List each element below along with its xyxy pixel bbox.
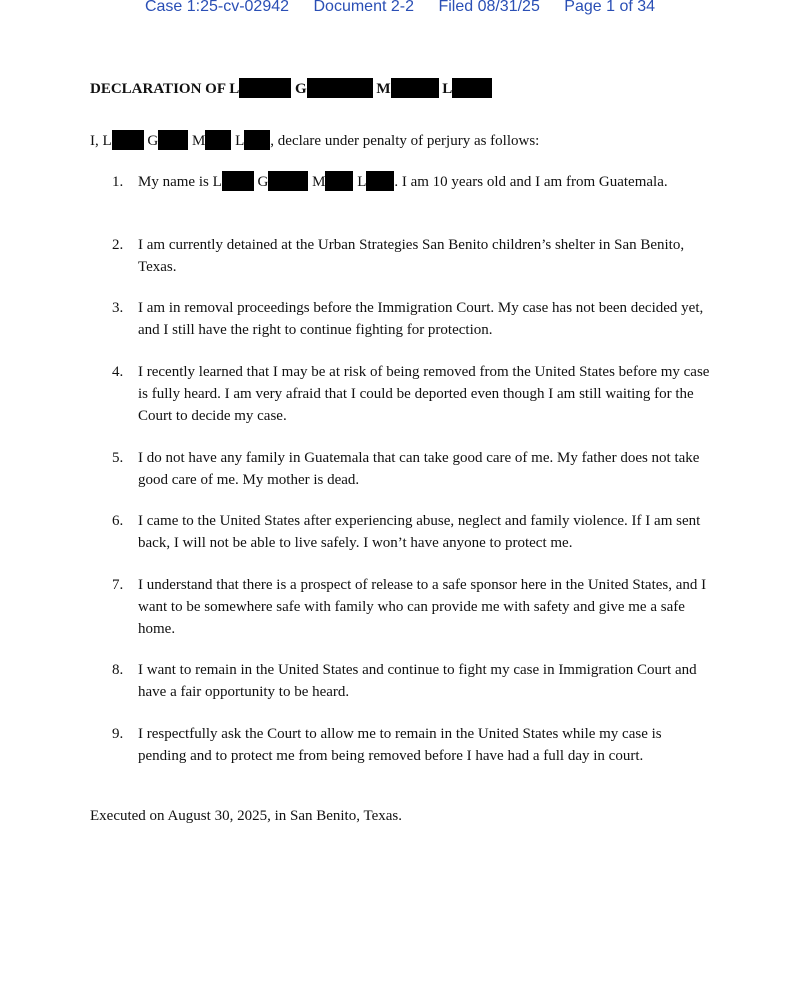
paragraph-text: I want to remain in the United States and continue to fight my case in Immigration Court and have a fair opportunity to be heard. bbox=[138, 662, 697, 700]
numbered-paragraph bbox=[112, 361, 712, 427]
paragraph-number: 3. bbox=[112, 300, 124, 316]
page-number: Page 1 of 34 bbox=[564, 0, 656, 15]
redaction-box bbox=[307, 78, 373, 98]
name-initial: L bbox=[229, 81, 240, 97]
redaction-box bbox=[205, 130, 231, 150]
redaction-box bbox=[222, 171, 254, 191]
redaction-box bbox=[452, 78, 492, 98]
paragraph-text: I am in removal proceedings before the Immigration Court. My case has not been decided yet, and I still have the right to continue fighting for protection. bbox=[138, 300, 704, 338]
paragraph-text: I respectfully ask the Court to allow me to remain in the United States while my case is pending and to protect me from being removed before I have had a full day in court. bbox=[138, 726, 662, 764]
redaction-box bbox=[391, 78, 439, 98]
paragraph-number: 6. bbox=[112, 513, 124, 529]
name-initial: L bbox=[357, 174, 367, 190]
paragraph-number: 9. bbox=[112, 726, 124, 742]
name-initial: M bbox=[376, 81, 391, 97]
name-initial: L bbox=[212, 174, 222, 190]
numbered-paragraph bbox=[112, 171, 712, 193]
name-initial: L bbox=[442, 81, 453, 97]
name-initial: M bbox=[192, 133, 206, 149]
case-header bbox=[0, 0, 800, 16]
paragraph-number: 8. bbox=[112, 662, 124, 678]
declaration-title bbox=[90, 78, 492, 98]
numbered-paragraph bbox=[112, 447, 712, 491]
paragraph-text: I am currently detained at the Urban Strategies San Benito children’s shelter in San Benito, Texas. bbox=[138, 237, 685, 275]
item1-prefix: My name is bbox=[138, 174, 209, 190]
numbered-paragraph bbox=[112, 234, 712, 278]
paragraph-text: I came to the United States after experiencing abuse, neglect and family violence. If I am sent back, I will not be able to live safely. I won’t have anyone to protect me. bbox=[138, 513, 701, 551]
intro-suffix: , declare under penalty of perjury as follows: bbox=[270, 133, 540, 149]
paragraph-text: I do not have any family in Guatemala that can take good care of me. My father does not take good care of me. My mother is dead. bbox=[138, 450, 700, 488]
name-initial: L bbox=[102, 133, 112, 149]
document-number: Document 2-2 bbox=[313, 0, 414, 15]
numbered-paragraph bbox=[112, 297, 712, 341]
case-number: Case 1:25-cv-02942 bbox=[144, 0, 290, 15]
redaction-box bbox=[112, 130, 144, 150]
name-initial: G bbox=[147, 133, 159, 149]
numbered-paragraph bbox=[112, 510, 712, 554]
redaction-box bbox=[158, 130, 188, 150]
redaction-box bbox=[325, 171, 353, 191]
paragraph-text: I recently learned that I may be at risk of being removed from the United States before my case is fully heard. I am very afraid that I could be deported even though I am still waiting for the Court to decide my case. bbox=[138, 364, 710, 424]
name-initial: G bbox=[294, 81, 307, 97]
numbered-paragraph bbox=[112, 723, 712, 767]
paragraph-text bbox=[138, 171, 712, 193]
redaction-box bbox=[244, 130, 270, 150]
paragraph-number: 2. bbox=[112, 237, 124, 253]
paragraph-number: 7. bbox=[112, 577, 124, 593]
name-initial: G bbox=[257, 174, 269, 190]
redaction-box bbox=[268, 171, 308, 191]
redaction-box bbox=[239, 78, 291, 98]
declaration-intro bbox=[90, 130, 539, 150]
redaction-box bbox=[366, 171, 394, 191]
item1-suffix: . I am 10 years old and I am from Guatemala. bbox=[394, 174, 668, 190]
numbered-paragraph bbox=[112, 659, 712, 703]
name-initial: L bbox=[235, 133, 245, 149]
intro-prefix: I, bbox=[90, 133, 99, 149]
paragraph-number: 1. bbox=[112, 174, 124, 190]
paragraph-number: 5. bbox=[112, 450, 124, 466]
execution-statement: Executed on August 30, 2025, in San Benito, Texas. bbox=[90, 808, 402, 824]
filed-date: Filed 08/31/25 bbox=[438, 0, 540, 15]
name-initial: M bbox=[312, 174, 326, 190]
paragraph-text: I understand that there is a prospect of release to a safe sponsor here in the United States, and I want to be somewhere safe with family who can provide me with safety and give me a safe home. bbox=[138, 577, 707, 637]
numbered-paragraph bbox=[112, 574, 712, 640]
paragraph-number: 4. bbox=[112, 364, 124, 380]
title-prefix: DECLARATION OF bbox=[90, 81, 226, 97]
